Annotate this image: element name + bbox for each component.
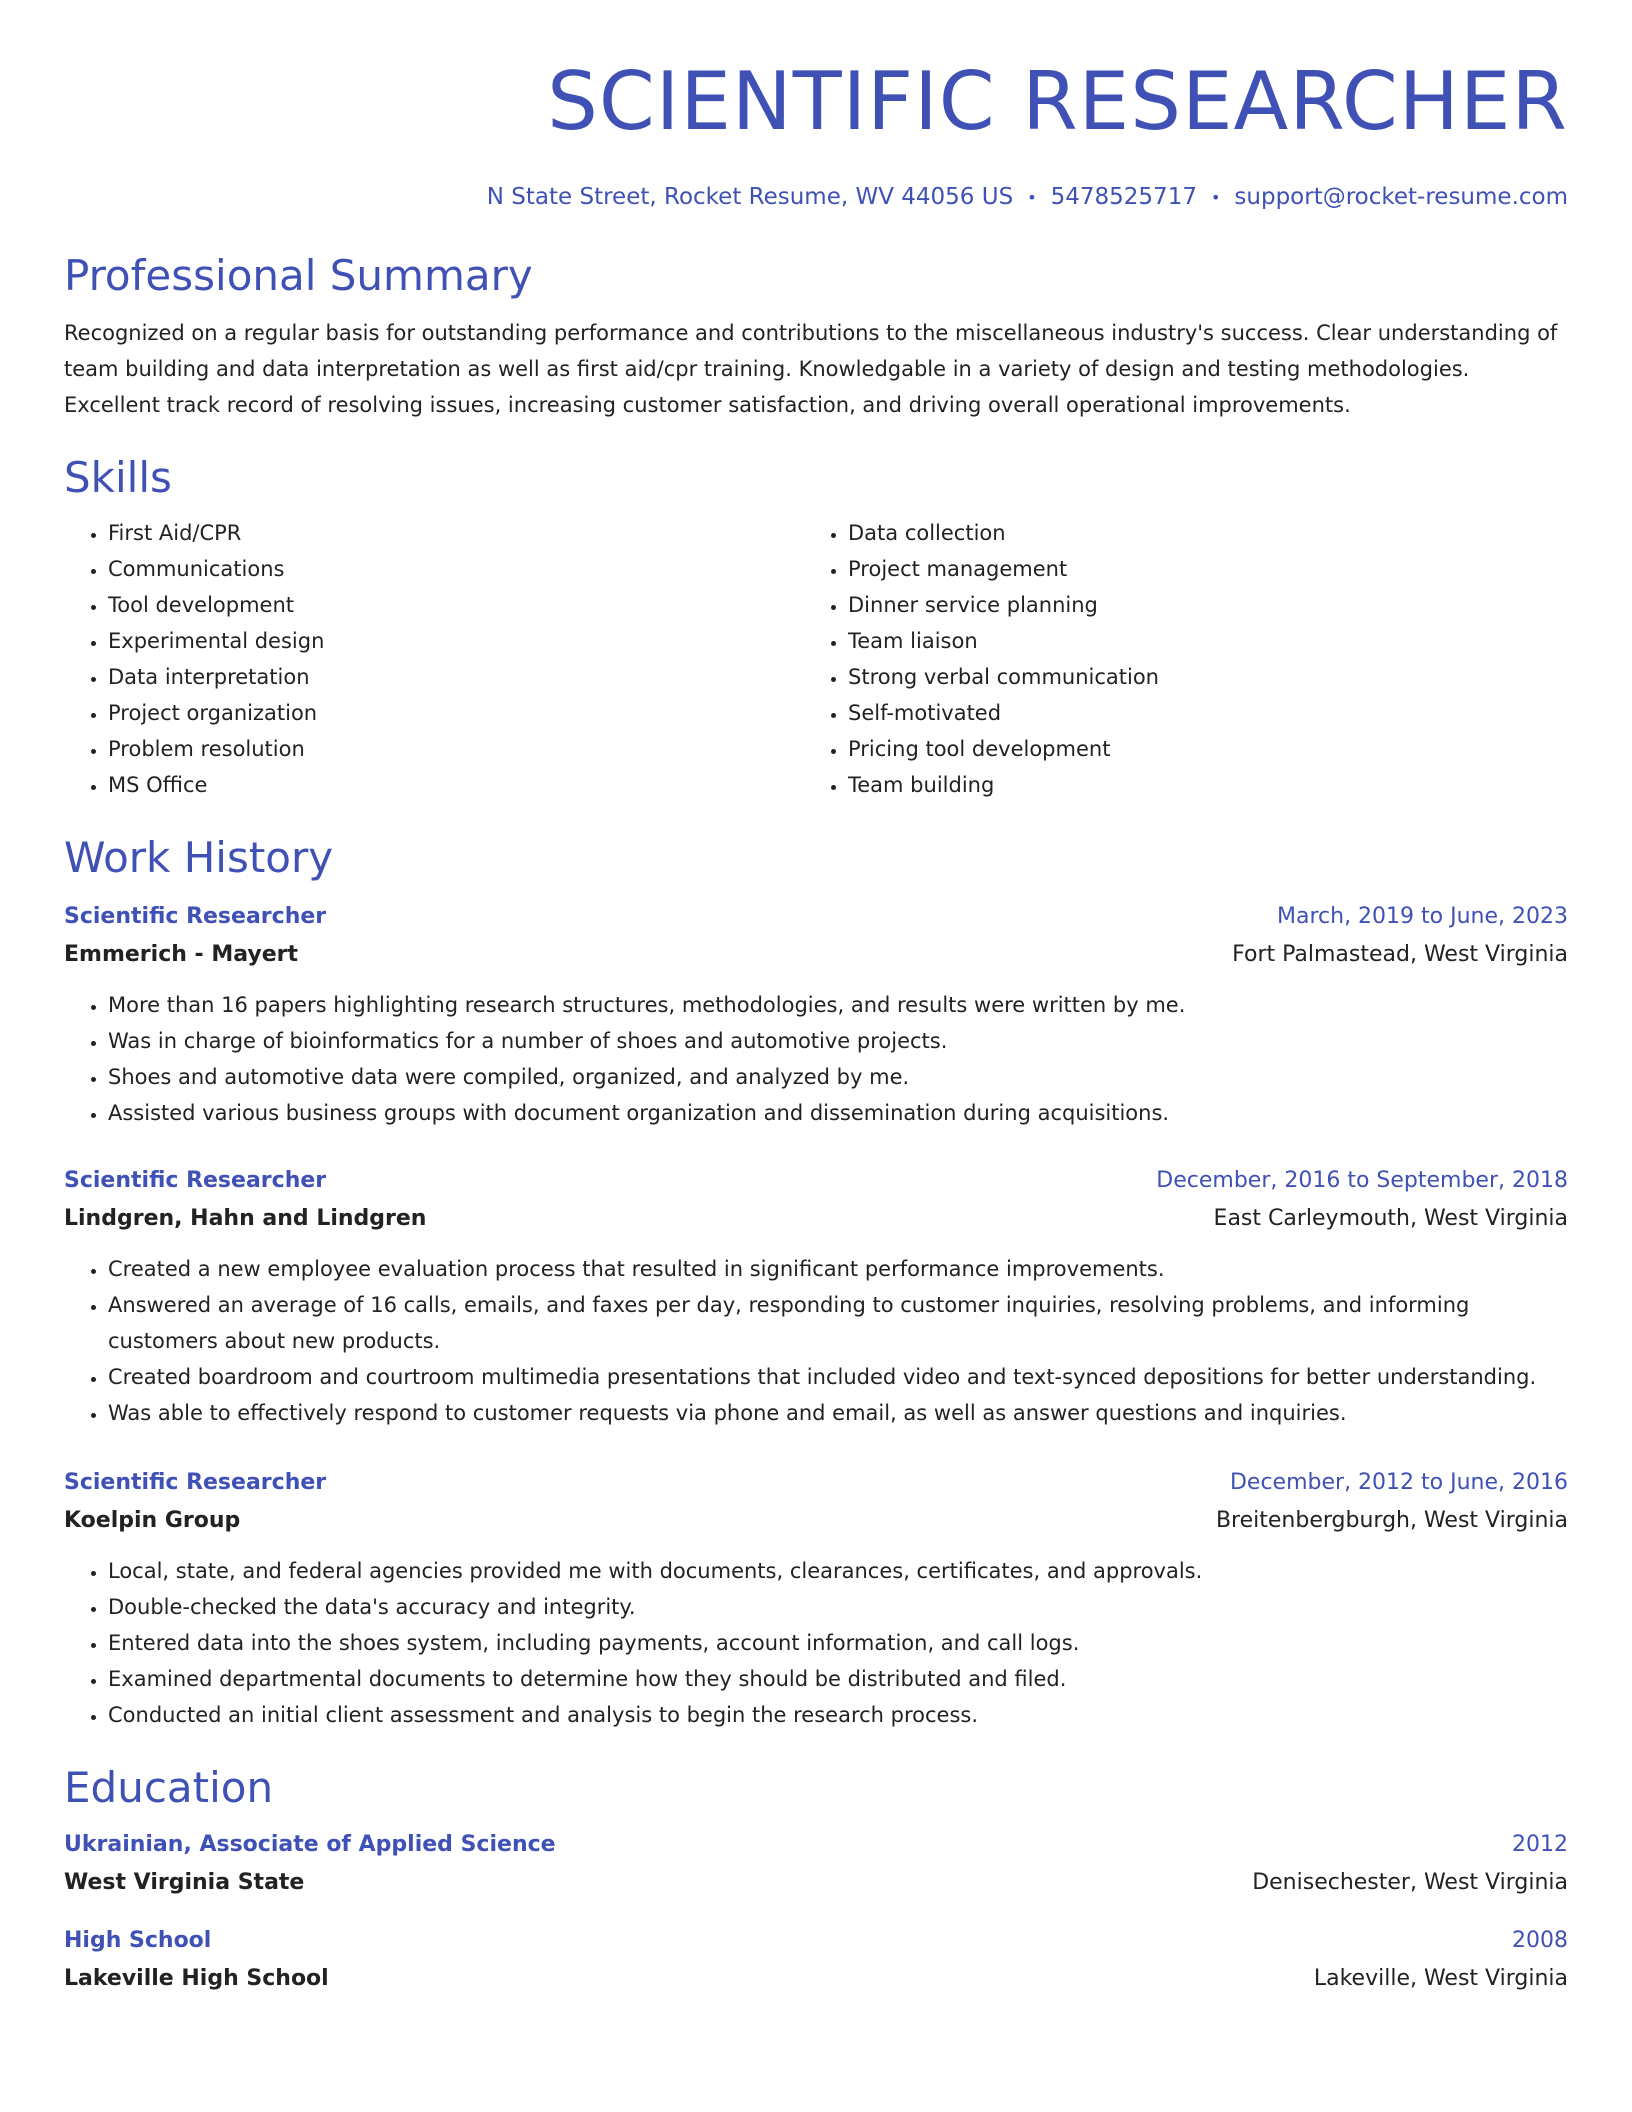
job-bullets [64,1251,1568,1431]
skill-item: • Team building [848,767,1568,803]
job-title: Scientific Researcher [64,903,327,929]
skill-item: • Data collection [848,515,1568,551]
summary-heading: Professional Summary [64,250,533,300]
job-location: Fort Palmastead, West Virginia [1232,941,1568,967]
skill-item: • Project organization [108,695,804,731]
job-bullets [64,987,1568,1131]
job-entry [64,897,1568,1131]
job-title: Scientific Researcher [64,1167,327,1193]
job-bullet: • More than 16 papers highlighting research structures, methodologies, and results were written by me. [108,987,1568,1023]
job-dates: December, 2012 to June, 2016 [1229,1469,1568,1495]
job-entry [64,1161,1568,1431]
education-degree: Ukrainian, Associate of Applied Science [64,1831,556,1857]
education-heading: Education [64,1762,274,1812]
job-company: Koelpin Group [64,1507,241,1533]
skill-item: • Communications [108,551,804,587]
skill-item: • First Aid/CPR [108,515,804,551]
skills-column-right [804,515,1568,803]
contact-address: N State Street, Rocket Resume, WV 44056 US [486,184,1014,210]
skills-column-left [64,515,804,803]
skills-list [64,515,1568,803]
skill-item: • Strong verbal communication [848,659,1568,695]
contact-separator: • [1027,187,1037,207]
skill-item: • Problem resolution [108,731,804,767]
job-bullet: • Assisted various business groups with document organization and dissemination during acquisitions. [108,1095,1568,1131]
job-location: Breitenbergburgh, West Virginia [1215,1507,1568,1533]
education-entry [64,1921,1568,1997]
skill-item: • Pricing tool development [848,731,1568,767]
work-history-heading: Work History [64,832,334,882]
job-location: East Carleymouth, West Virginia [1213,1205,1568,1231]
job-dates: March, 2019 to June, 2023 [1277,903,1568,929]
job-company: Emmerich - Mayert [64,941,299,967]
contact-phone: 5478525717 [1050,184,1197,210]
resume-header [64,56,1568,213]
job-bullets [64,1553,1568,1733]
education-school: West Virginia State [64,1869,305,1895]
job-bullet: • Answered an average of 16 calls, emails, and faxes per day, responding to customer inquiries, resolving problems, and informing customers about new products. [108,1287,1568,1359]
skill-item: • Experimental design [108,623,804,659]
education-location: Lakeville, West Virginia [1313,1965,1568,1991]
job-bullet: • Created a new employee evaluation process that resulted in significant performance improvements. [108,1251,1568,1287]
job-entry [64,1463,1568,1733]
education-location: Denisechester, West Virginia [1252,1869,1568,1895]
contact-line [64,182,1568,213]
skills-heading: Skills [64,452,172,502]
education-year: 2008 [1512,1927,1568,1953]
job-title: Scientific Researcher [64,1469,327,1495]
skill-item: • Tool development [108,587,804,623]
job-bullet: • Examined departmental documents to determine how they should be distributed and filed. [108,1661,1568,1697]
job-bullet: • Was in charge of bioinformatics for a number of shoes and automotive projects. [108,1023,1568,1059]
skill-item: • Team liaison [848,623,1568,659]
job-company: Lindgren, Hahn and Lindgren [64,1205,427,1231]
job-dates: December, 2016 to September, 2018 [1156,1167,1568,1193]
summary-text: Recognized on a regular basis for outstanding performance and contributions to the miscellaneous industry's success. Clear understanding of team building and data interpretation as well as first aid/cpr training. Knowledgable in a variety of design and testing methodologies. Excellent track record of resolving issues, increasing customer satisfaction, and driving overall operational improvements. [64,320,1558,417]
skill-item: • Dinner service planning [848,587,1568,623]
skill-item: • Data interpretation [108,659,804,695]
job-bullet: • Conducted an initial client assessment and analysis to begin the research process. [108,1697,1568,1733]
job-bullet: • Shoes and automotive data were compiled, organized, and analyzed by me. [108,1059,1568,1095]
skill-item: • MS Office [108,767,804,803]
job-bullet: • Local, state, and federal agencies provided me with documents, clearances, certificates, and approvals. [108,1553,1568,1589]
education-year: 2012 [1512,1831,1568,1857]
skill-item: • Self-motivated [848,695,1568,731]
job-bullet: • Created boardroom and courtroom multimedia presentations that included video and text-synced depositions for better understanding. [108,1359,1568,1395]
resume-name: SCIENTIFIC RESEARCHER [547,55,1568,148]
job-bullet: • Double-checked the data's accuracy and integrity. [108,1589,1568,1625]
education-entry [64,1825,1568,1901]
contact-email: support@rocket-resume.com [1234,184,1568,210]
job-bullet: • Was able to effectively respond to customer requests via phone and email, as well as answer questions and inquiries. [108,1395,1568,1431]
education-school: Lakeville High School [64,1965,329,1991]
contact-separator: • [1210,187,1221,207]
education-degree: High School [64,1927,212,1953]
skill-item: • Project management [848,551,1568,587]
job-bullet: • Entered data into the shoes system, including payments, account information, and call logs. [108,1625,1568,1661]
